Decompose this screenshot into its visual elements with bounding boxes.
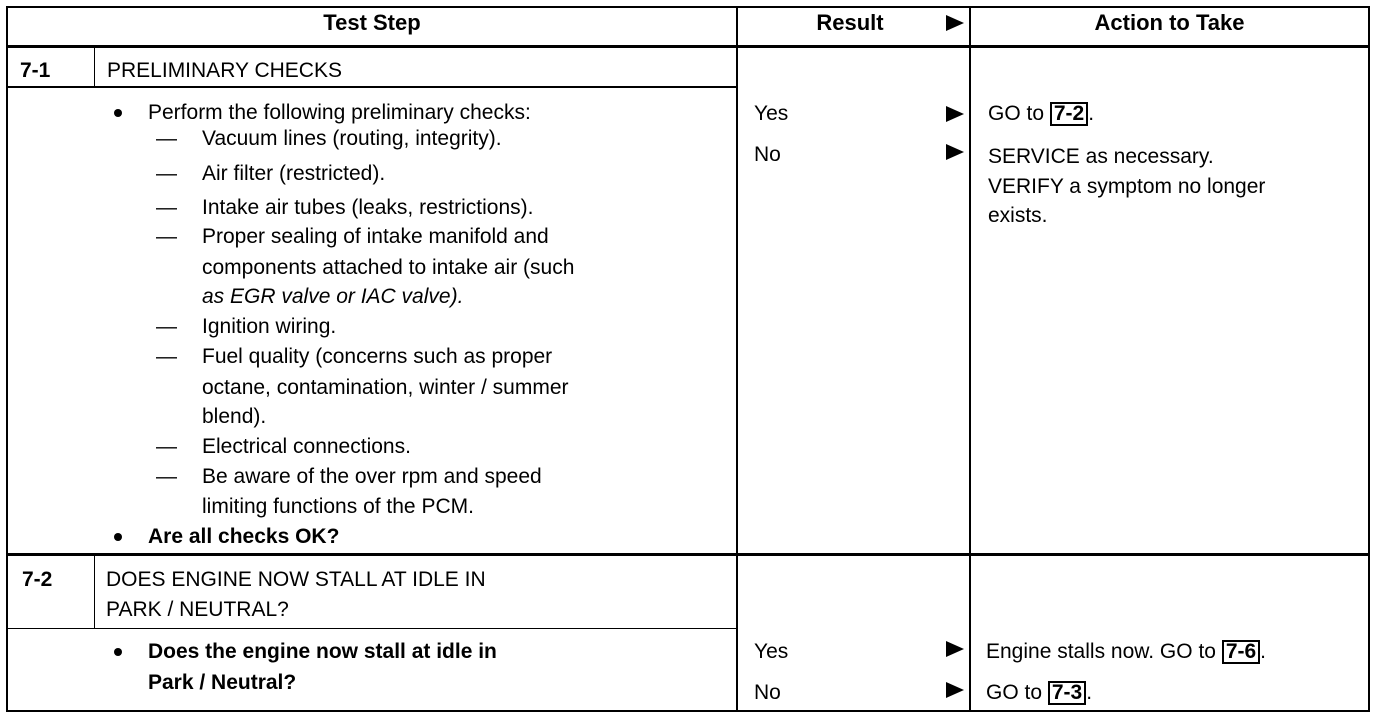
check-item: Proper sealing of intake manifold and: [202, 225, 549, 248]
table-left-border: [6, 6, 8, 712]
step-ref-link[interactable]: 7-6: [1222, 640, 1260, 664]
header-result: Result: [816, 10, 884, 35]
dash-icon: —: [156, 435, 177, 458]
check-item: Air filter (restricted).: [202, 162, 386, 185]
step1-result-no: No: [754, 143, 781, 166]
step2-yes-action: [986, 639, 1266, 665]
table-top-border: [6, 6, 1370, 8]
step1-no-action-line: VERIFY a symptom no longer: [988, 175, 1266, 198]
step1-intro: Perform the following preliminary checks:: [148, 101, 531, 124]
dash-icon: —: [156, 465, 177, 488]
check-item: Fuel quality (concerns such as proper: [202, 345, 553, 368]
step1-number-divider: [94, 48, 95, 86]
step1-no-action-line: SERVICE as necessary.: [988, 145, 1214, 168]
step2-number-divider: [94, 556, 95, 628]
step2-no-arrow-icon: [946, 682, 964, 698]
header-action: Action to Take: [1094, 10, 1245, 35]
step2-no-action: [986, 680, 1092, 706]
dash-icon: —: [156, 162, 177, 185]
check-item: Electrical connections.: [202, 435, 411, 458]
table-right-border: [1368, 6, 1370, 712]
step2-question-line: Does the engine now stall at idle in: [148, 640, 497, 663]
step1-intro-bullet-icon: [114, 109, 122, 117]
check-item: Vacuum lines (routing, integrity).: [202, 127, 502, 150]
step2-number: 7-2: [22, 568, 53, 591]
dash-icon: —: [156, 315, 177, 338]
dash-icon: —: [156, 225, 177, 248]
step1-title: PRELIMINARY CHECKS: [107, 59, 342, 82]
step1-no-action-line: exists.: [988, 204, 1048, 227]
check-item-continued: octane, contamination, winter / summer: [202, 376, 569, 399]
step1-number: 7-1: [20, 59, 51, 82]
step1-result-yes: Yes: [754, 102, 789, 125]
step1-no-arrow-icon: [946, 144, 964, 160]
step2-question-bullet-icon: [114, 648, 122, 656]
step2-result-yes: Yes: [754, 640, 789, 663]
step1-yes-action-prefix: GO to: [988, 102, 1045, 125]
dash-icon: —: [156, 127, 177, 150]
step2-yes-action-suffix: .: [1260, 640, 1267, 663]
step-ref-link[interactable]: 7-3: [1048, 681, 1086, 705]
step2-no-action-prefix: GO to: [986, 681, 1043, 704]
step1-question: Are all checks OK?: [148, 525, 340, 548]
step-ref-link[interactable]: 7-2: [1050, 102, 1088, 126]
check-item: Intake air tubes (leaks, restrictions).: [202, 196, 534, 219]
col-divider-result: [736, 6, 738, 712]
step1-yes-action-suffix: .: [1088, 102, 1095, 125]
step2-title-line: DOES ENGINE NOW STALL AT IDLE IN: [106, 568, 486, 591]
check-item-continued: limiting functions of the PCM.: [202, 495, 474, 518]
step2-yes-arrow-icon: [946, 641, 964, 657]
dash-icon: —: [156, 345, 177, 368]
check-item: Be aware of the over rpm and speed: [202, 465, 542, 488]
header-arrow-icon: [946, 15, 964, 31]
step-separator-rule: [6, 553, 1370, 556]
step2-question-line: Park / Neutral?: [148, 671, 297, 694]
col-divider-action: [969, 6, 971, 712]
header-bottom-rule: [6, 45, 1370, 48]
dash-icon: —: [156, 196, 177, 219]
check-item-continued: components attached to intake air (such: [202, 256, 575, 279]
step1-question-bullet-icon: [114, 533, 122, 541]
step2-title-line: PARK / NEUTRAL?: [106, 598, 289, 621]
check-item-continued: blend).: [202, 405, 267, 428]
step1-yes-action: [988, 101, 1094, 127]
check-item: Ignition wiring.: [202, 315, 337, 338]
header-test-step: Test Step: [323, 10, 421, 35]
step1-yes-arrow-icon: [946, 106, 964, 122]
step2-no-action-suffix: .: [1086, 681, 1093, 704]
check-item-continued: as EGR valve or IAC valve).: [202, 285, 464, 308]
table-bottom-border: [6, 710, 1370, 712]
step2-yes-action-prefix: Engine stalls now. GO to: [986, 640, 1216, 663]
step2-result-no: No: [754, 681, 781, 704]
step2-title-rule: [6, 628, 737, 629]
step1-title-rule: [6, 86, 737, 88]
